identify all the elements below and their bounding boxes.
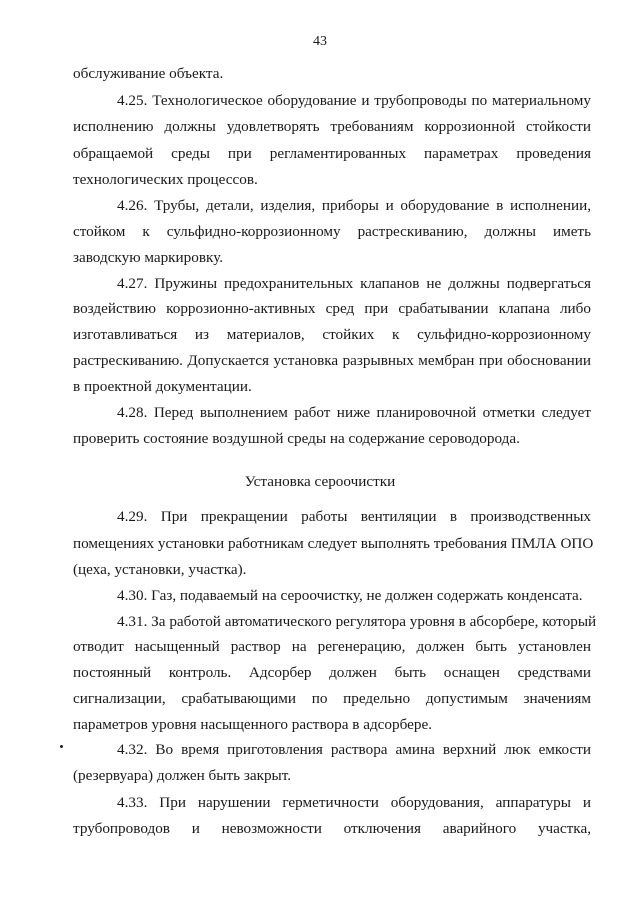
text-line: стойком к сульфидно-коррозионному растрескиванию, должны иметь [73, 223, 591, 240]
text-line: технологических процессов. [73, 171, 258, 188]
text-line: воздействию коррозионно-активных сред при срабатывании клапана либо [73, 300, 591, 317]
paragraph-4-32-line: 4.32. Во время приготовления раствора амина верхний люк емкости [117, 741, 591, 758]
text-line: (цеха, установки, участка). [73, 561, 247, 578]
paragraph-4-28-line: 4.28. Перед выполнением работ ниже планировочной отметки следует [117, 404, 591, 421]
text-line: отводит насыщенный раствор на регенерацию, должен быть установлен [73, 638, 591, 655]
text-line: обращаемой среды при регламентированных параметрах проведения [73, 145, 591, 162]
text-line: сигнализации, срабатывающими по предельно допустимым значениям [73, 690, 591, 707]
text-line: в проектной документации. [73, 378, 252, 395]
text-line: исполнению должны удовлетворять требованиям коррозионной стойкости [73, 118, 591, 135]
paragraph-4-26-line: 4.26. Трубы, детали, изделия, приборы и оборудование в исполнении, [117, 197, 591, 214]
scan-speck [60, 745, 63, 748]
text-line: обслуживание объекта. [73, 65, 224, 82]
paragraph-4-31-line: 4.31. За работой автоматического регулятора уровня в абсорбере, который [117, 613, 597, 630]
text-line: (резервуара) должен быть закрыт. [73, 767, 292, 784]
text-line: растрескиванию. Допускается установка разрывных мембран при обосновании [73, 352, 591, 369]
page-number: 43 [313, 34, 327, 49]
text-line: постоянный контроль. Адсорбер должен быть оснащен средствами [73, 664, 591, 681]
text-line: трубопроводов и невозможности отключения аварийного участка, [73, 820, 591, 837]
text-line: проверить состояние воздушной среды на содержание сероводорода. [73, 430, 520, 447]
text-line: изготавливаться из материалов, стойких к сульфидно-коррозионному [73, 326, 591, 343]
section-heading: Установка сероочистки [244, 473, 396, 490]
text-line: заводскую маркировку. [73, 249, 224, 266]
paragraph-4-30-line: 4.30. Газ, подаваемый на сероочистку, не должен содержать конденсата. [117, 587, 583, 604]
paragraph-4-29-line: 4.29. При прекращении работы вентиляции в производственных [117, 508, 591, 525]
paragraph-4-33-line: 4.33. При нарушении герметичности оборудования, аппаратуры и [117, 794, 591, 811]
paragraph-4-27-line: 4.27. Пружины предохранительных клапанов не должны подвергаться [117, 275, 591, 292]
paragraph-4-25-line: 4.25. Технологическое оборудование и трубопроводы по материальному [117, 92, 591, 109]
text-line: помещениях установки работникам следует выполнять требования ПМЛА ОПО [73, 535, 594, 552]
text-line: параметров уровня насыщенного раствора в адсорбере. [73, 716, 433, 733]
